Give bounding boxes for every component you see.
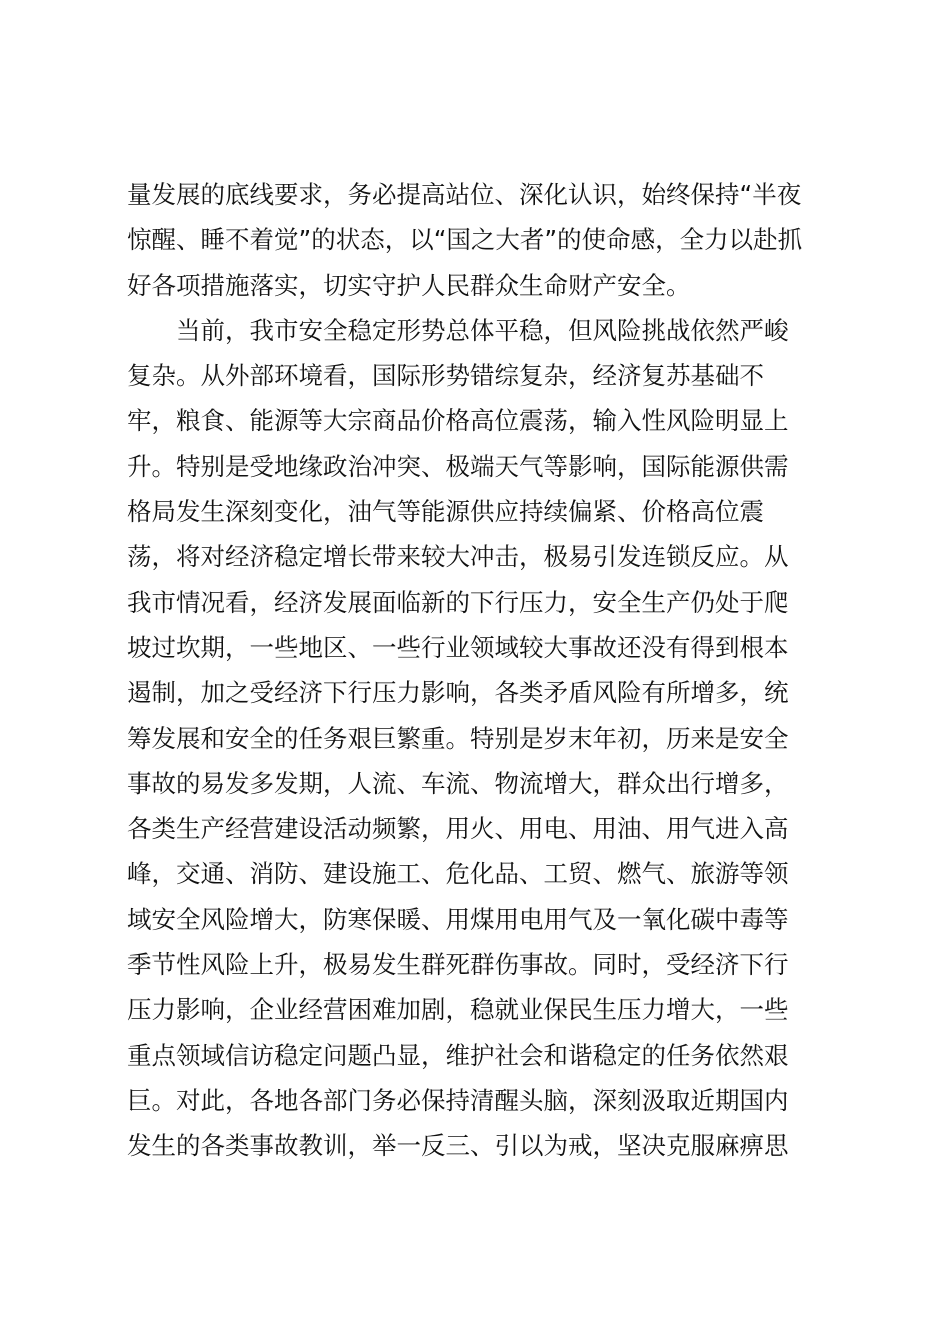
- paragraph-2-line-19: 发生的各类事故教训，举一反三、引以为戒，坚决克服麻痹思: [127, 1131, 789, 1161]
- paragraph-2-line-11: 事故的易发多发期，人流、车流、物流增大，群众出行增多，: [127, 768, 789, 798]
- paragraph-2-line-17: 重点领域信访稳定问题凸显，维护社会和谐稳定的任务依然艰: [127, 1040, 789, 1070]
- paragraph-2-line-2: 复杂。从外部环境看，国际形势错综复杂，经济复苏基础不: [127, 361, 764, 391]
- paragraph-2-line-12: 各类生产经营建设活动频繁，用火、用电、用油、用气进入高: [127, 814, 789, 844]
- paragraph-2-line-5: 格局发生深刻变化，油气等能源供应持续偏紧、价格高位震: [127, 497, 764, 527]
- paragraph-2-line-13: 峰，交通、消防、建设施工、危化品、工贸、燃气、旅游等领: [127, 859, 789, 889]
- paragraph-2-line-18: 巨。对此，各地各部门务必保持清醒头脑，深刻汲取近期国内: [127, 1085, 789, 1115]
- paragraph-2-line-6: 荡，将对经济稳定增长带来较大冲击，极易引发连锁反应。从: [127, 542, 789, 572]
- paragraph-1-line-2: 惊醒、睡不着觉”的状态，以“国之大者”的使命感，全力以赴抓: [127, 225, 803, 255]
- paragraph-2-line-9: 遏制，加之受经济下行压力影响，各类矛盾风险有所增多，统: [127, 678, 789, 708]
- paragraph-2-line-15: 季节性风险上升，极易发生群死群伤事故。同时，受经济下行: [127, 950, 789, 980]
- paragraph-1-line-3: 好各项措施落实，切实守护人民群众生命财产安全。: [127, 270, 691, 300]
- paragraph-1-line-1: 量发展的底线要求，务必提高站位、深化认识，始终保持“半夜: [127, 180, 802, 209]
- paragraph-2-line-7: 我市情况看，经济发展面临新的下行压力，安全生产仍处于爬: [127, 587, 789, 617]
- paragraph-2-line-8: 坡过坎期，一些地区、一些行业领域较大事故还没有得到根本: [127, 632, 789, 662]
- paragraph-2-line-4: 升。特别是受地缘政治冲突、极端天气等影响，国际能源供需: [127, 451, 789, 481]
- paragraph-2-line-16: 压力影响，企业经营困难加剧，稳就业保民生压力增大，一些: [127, 995, 789, 1025]
- paragraph-2-line-14: 域安全风险增大，防寒保暖、用煤用电用气及一氧化碳中毒等: [127, 904, 789, 934]
- paragraph-2-line-10: 筹发展和安全的任务艰巨繁重。特别是岁末年初，历来是安全: [127, 723, 789, 753]
- paragraph-2-line-1: 当前，我市安全稳定形势总体平稳，但风险挑战依然严峻: [176, 315, 789, 345]
- document-body-text: [127, 172, 827, 1169]
- paragraph-2-line-3: 牢，粮食、能源等大宗商品价格高位震荡，输入性风险明显上: [127, 406, 789, 436]
